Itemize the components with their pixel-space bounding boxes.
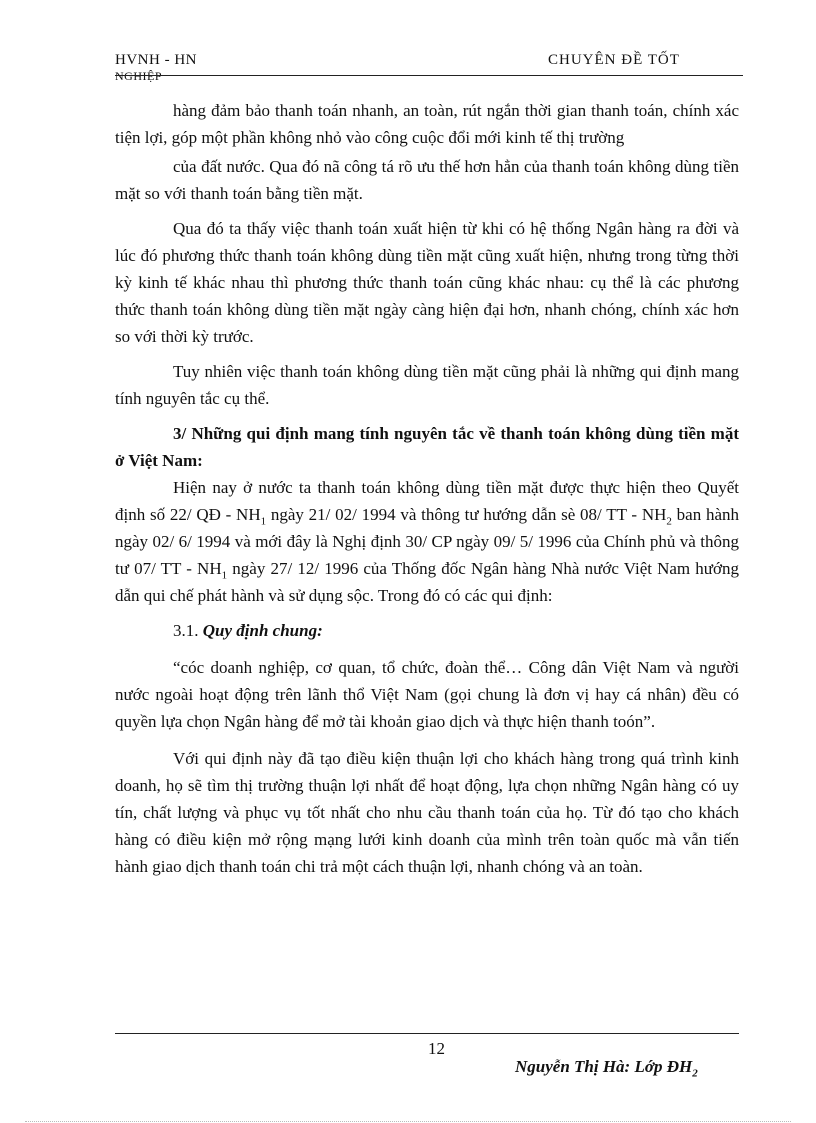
subsection-number: 3.1.	[173, 621, 199, 640]
paragraph-4: Tuy nhiên việc thanh toán không dùng tiền mặt cũng phải là những qui định mang tính nguyên tắc cụ thể.	[115, 362, 739, 408]
header-right-text: CHUYÊN ĐỀ TỐT	[548, 52, 680, 68]
paragraph-1: hàng đảm bảo thanh toán nhanh, an toàn, rút ngắn thời gian thanh toán, chính xác tiện lợi, góp một phần không nhỏ vào công cuộc đổi mới kinh tế thị trường	[115, 101, 739, 147]
paragraph-2: của đất nước. Qua đó nã công tá rõ ưu thế hơn hẳn của thanh toán không dùng tiền mặt so với thanh toán bằng tiền mặt.	[115, 157, 739, 203]
footer-author: Nguyễn Thị Hà: Lớp $ĐH_2$	[515, 1057, 698, 1080]
header-left-subtext: NGHIỆP	[115, 69, 162, 83]
header-rule	[115, 75, 743, 76]
document-body	[115, 97, 739, 888]
paragraph-3: Qua đó ta thấy việc thanh toán xuất hiện từ khi có hệ thống Ngân hàng ra đời và lúc đó phương thức thanh toán không dùng tiền mặt cũng xuất hiện, nhưng trong từng thời kỳ kinh tế khác nhau thì phương thức thanh toán cũng khác nhau: cụ thể là các phương thức thanh toán không dùng tiền mặt ngày càng hiện đại hơn, nhanh chóng, chính xác hơn so với thời kỳ trước.	[115, 219, 739, 346]
subsection-heading	[115, 617, 739, 644]
paragraph-5: Hiện nay ở nước ta thanh toán không dùng tiền mặt được thực hiện theo Quyết định số 22/ QĐ - $NH_1$ ngày 21/ 02/ 1994 và thông tư hướng dẫn sè 08/ TT - $NH_2$ ban hành ngày 02/ 6/ 1994 và mới đây là Nghị định 30/ CP ngày 09/ 5/ 1996 của Chính phủ và thông tư 07/ TT - $NH_1$ ngày 27/ 12/ 1996 của Thống đốc Ngân hàng Nhà nước Việt Nam hướng dẫn qui chế phát hành và sử dụng sộc. Trong đó có các qui định:	[115, 478, 740, 605]
quote-paragraph: “cóc doanh nghiệp, cơ quan, tổ chức, đoàn thể… Công dân Việt Nam và người nước ngoài hoạt động trên lãnh thổ Việt Nam (gọi chung là đơn vị hay cá nhân) đều có quyền lựa chọn Ngân hàng để mở tài khoản giao dịch và thực hiện thanh toón”.	[115, 658, 739, 731]
header-left-text: HVNH - HN	[115, 52, 197, 68]
section-heading: 3/ Những qui định mang tính nguyên tắc về thanh toán không dùng tiền mặt ở Việt Nam:	[115, 424, 739, 470]
paragraph-6: Với qui định này đã tạo điều kiện thuận lợi cho khách hàng trong quá trình kinh doanh, họ sẽ tìm thị trường thuận lợi nhất để hoạt động, lựa chọn những Ngân hàng có uy tín, chất lượng và phục vụ tốt nhất cho nhu cầu thanh toán của họ. Từ đó tạo cho khách hàng có điều kiện mở rộng mạng lưới kinh doanh của mình trên toàn quốc mà vẫn tiến hành giao dịch thanh toán chi trả một cách thuận lợi, nhanh chóng và an toàn.	[115, 749, 739, 876]
subsection-title: Quy định chung:	[202, 621, 323, 640]
page-number: 12	[428, 1039, 445, 1058]
page-bottom-dotted-line	[25, 1121, 791, 1122]
footer-rule	[115, 1033, 739, 1034]
